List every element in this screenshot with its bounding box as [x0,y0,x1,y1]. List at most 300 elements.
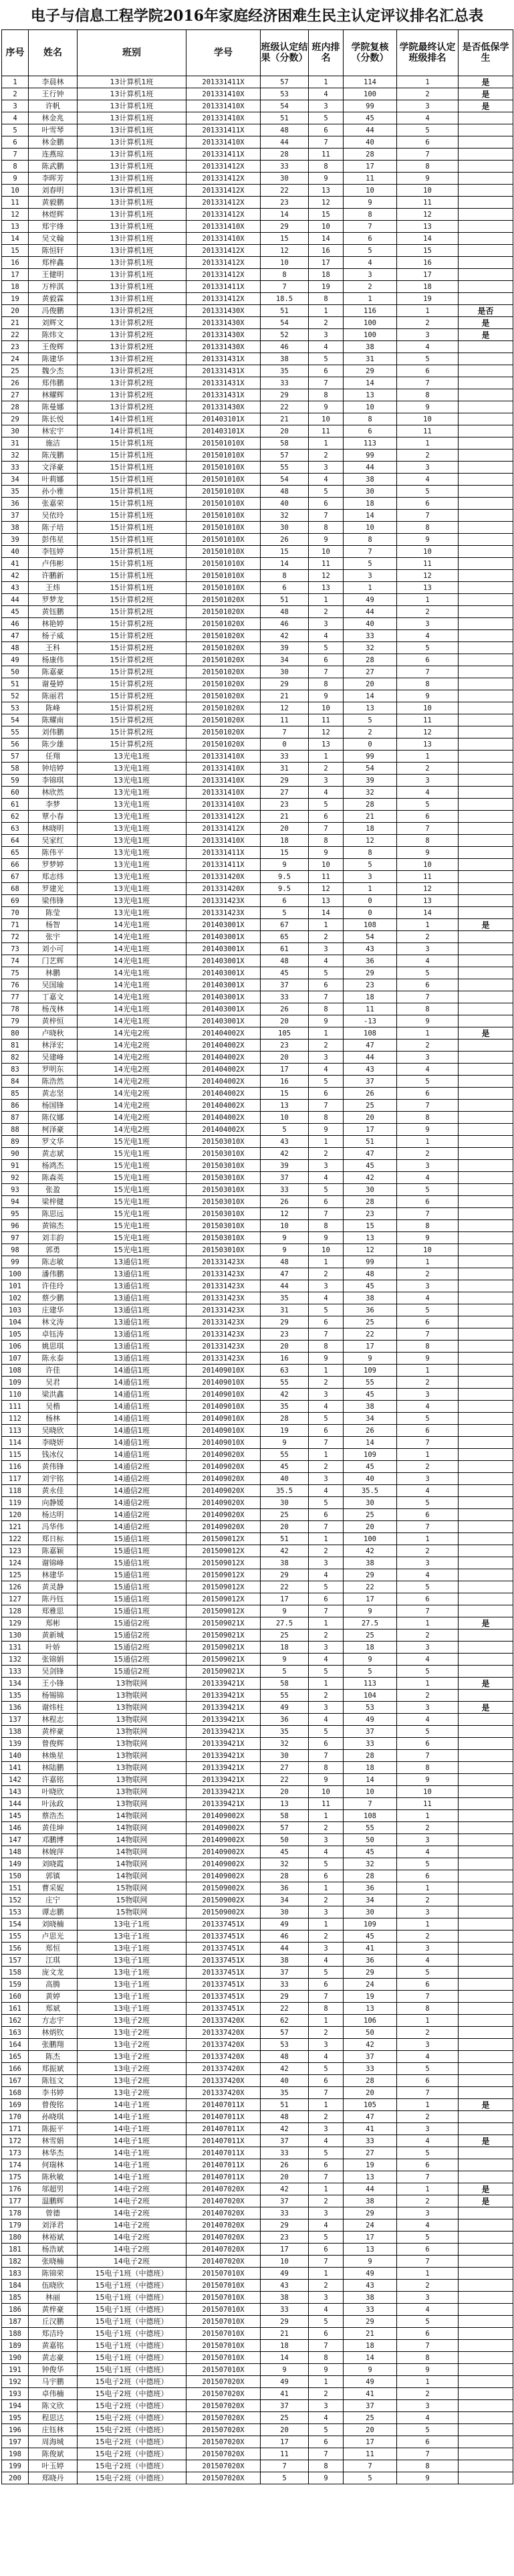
student-id-cell: 201501020X [186,654,261,666]
student-id-cell: 201331423X [186,895,261,907]
review-score-cell: 9 [344,2364,397,2376]
student-name-cell: 陈锦荣 [29,2268,78,2280]
class-rank-cell: 5 [309,1076,344,1088]
final-rank-cell: 3 [397,2207,459,2219]
review-score-cell: 41 [344,2123,397,2135]
class-score-cell: 10 [261,2256,309,2268]
table-row [2,955,513,967]
class-name-cell: 13通信1班 [78,1268,186,1280]
table-row [2,1666,513,1678]
row-index-cell: 35 [2,486,29,498]
review-score-cell: 34 [344,1894,397,1906]
student-name-cell: 杨智 [29,919,78,931]
final-rank-cell: 6 [397,2244,459,2256]
class-score-cell: 41 [261,2388,309,2400]
class-rank-cell: 8 [309,1003,344,1015]
student-id-cell: 201509012X [186,1557,261,1569]
student-id-cell: 201503010X [186,1196,261,1208]
final-rank-cell: 7 [397,510,459,522]
class-score-cell: 42 [261,2183,309,2195]
student-name-cell: 张嘉荣 [29,498,78,510]
low-income-flag-cell [459,413,513,425]
row-index-cell: 119 [2,1497,29,1509]
table-row [2,1413,513,1425]
student-id-cell: 201501010X [186,510,261,522]
class-score-cell: 30 [261,1750,309,1762]
student-name-cell: 谢曼婷 [29,678,78,690]
table-row [2,606,513,618]
class-rank-cell: 6 [309,1870,344,1882]
student-id-cell: 201331412X [186,209,261,221]
class-name-cell: 13物联网 [78,1738,186,1750]
table-row [2,1834,513,1846]
class-rank-cell: 4 [309,1064,344,1076]
class-rank-cell: 3 [309,1473,344,1485]
student-name-cell: 刘小可 [29,943,78,955]
class-score-cell: 55 [261,462,309,474]
class-score-cell: 18 [261,1642,309,1654]
row-index-cell: 106 [2,1341,29,1353]
student-id-cell: 201501020X [186,642,261,654]
class-name-cell: 13计算机1班 [78,269,186,281]
final-rank-cell: 14 [397,233,459,245]
low-income-flag-cell [459,1304,513,1316]
table-row [2,329,513,341]
low-income-flag-cell [459,2232,513,2244]
class-name-cell: 13物联网 [78,1714,186,1726]
table-row [2,1341,513,1353]
row-index-cell: 188 [2,2328,29,2340]
student-id-cell: 201507010X [186,2268,261,2280]
class-name-cell: 15计算机2班 [78,642,186,654]
table-row [2,1328,513,1341]
review-score-cell: 13 [344,389,397,401]
student-name-cell: 许帆 [29,100,78,112]
low-income-flag-cell [459,1088,513,1100]
row-index-cell: 27 [2,389,29,401]
final-rank-cell: 4 [397,2219,459,2232]
table-row [2,1545,513,1557]
low-income-flag-cell [459,522,513,534]
table-row [2,269,513,281]
class-rank-cell: 7 [309,1208,344,1220]
class-name-cell: 15光电1班 [78,1196,186,1208]
class-score-cell: 6 [261,582,309,594]
student-name-cell: 王炜 [29,582,78,594]
student-id-cell: 201409010X [186,1413,261,1425]
class-name-cell: 14通信2班 [78,1461,186,1473]
row-index-cell: 71 [2,919,29,931]
student-name-cell: 陈丽君 [29,690,78,702]
row-index-cell: 142 [2,1774,29,1786]
low-income-flag-cell [459,1642,513,1654]
class-name-cell: 13计算机2班 [78,365,186,377]
low-income-flag-cell [459,2280,513,2292]
table-row [2,847,513,859]
final-rank-cell: 6 [397,979,459,991]
low-income-flag-cell [459,714,513,726]
final-rank-cell: 5 [397,2424,459,2436]
table-row [2,341,513,353]
final-rank-cell: 4 [397,1955,459,1967]
review-score-cell: 45 [344,1280,397,1292]
row-index-cell: 16 [2,257,29,269]
low-income-flag-cell [459,738,513,751]
table-row [2,2183,513,2195]
student-name-cell: 罗梦婷 [29,859,78,871]
student-id-cell: 201407011X [186,2147,261,2159]
row-index-cell: 60 [2,787,29,799]
class-rank-cell: 4 [309,1569,344,1581]
review-score-cell: 21 [344,811,397,823]
class-score-cell: 46 [261,1930,309,1943]
class-name-cell: 14电子1班 [78,2099,186,2111]
student-name-cell: 邬超男 [29,2183,78,2195]
low-income-flag-cell [459,979,513,991]
table-row [2,1003,513,1015]
class-name-cell: 14电子2班 [78,2207,186,2219]
class-name-cell: 15光电1班 [78,1136,186,1148]
review-score-cell: 17 [344,1124,397,1136]
class-name-cell: 13电子2班 [78,2087,186,2099]
low-income-flag-cell [459,2340,513,2352]
low-income-flag-cell [459,1605,513,1617]
final-rank-cell: 5 [397,2147,459,2159]
class-score-cell: 29 [261,2316,309,2328]
class-score-cell: 23 [261,1328,309,1341]
class-rank-cell: 6 [309,1425,344,1437]
class-rank-cell: 5 [309,2147,344,2159]
final-rank-cell: 12 [397,209,459,221]
student-name-cell: 吴楷 [29,1401,78,1413]
class-score-cell: 51 [261,2099,309,2111]
row-index-cell: 19 [2,293,29,305]
student-name-cell: 吴建峰 [29,1052,78,1064]
final-rank-cell: 3 [397,1389,459,1401]
class-score-cell: 14 [261,2352,309,2364]
class-score-cell: 6 [261,895,309,907]
class-rank-cell: 1 [309,1810,344,1822]
class-score-cell: 30 [261,173,309,185]
class-score-cell: 32 [261,1858,309,1870]
final-rank-cell: 1 [397,1533,459,1545]
class-name-cell: 15计算机2班 [78,606,186,618]
final-rank-cell: 13 [397,221,459,233]
student-name-cell: 郭镇 [29,1870,78,1882]
class-score-cell: 26 [261,1196,309,1208]
student-id-cell: 201501020X [186,678,261,690]
row-index-cell: 148 [2,1846,29,1858]
student-name-cell: 黄婷 [29,1991,78,2003]
review-score-cell: 29 [344,2316,397,2328]
final-rank-cell: 3 [397,2039,459,2051]
class-rank-cell: 3 [309,1160,344,1172]
class-score-cell: 39 [261,1160,309,1172]
final-rank-cell: 13 [397,895,459,907]
student-id-cell: 201507020X [186,2412,261,2424]
class-rank-cell: 4 [309,341,344,353]
class-name-cell: 13物联网 [78,1798,186,1810]
student-id-cell: 201403001X [186,1015,261,1027]
class-rank-cell: 9 [309,2472,344,2484]
low-income-flag-cell [459,1882,513,1894]
class-score-cell: 55 [261,1449,309,1461]
table-row [2,1533,513,1545]
review-score-cell: 55 [344,1822,397,1834]
low-income-flag-cell [459,835,513,847]
low-income-flag-cell [459,1967,513,1979]
final-rank-cell: 5 [397,124,459,136]
review-score-cell: 25 [344,1100,397,1112]
class-rank-cell: 10 [309,1244,344,1256]
review-score-cell: 54 [344,763,397,775]
student-name-cell: 郑彬 [29,1617,78,1629]
class-score-cell: 23 [261,799,309,811]
review-score-cell: 18 [344,498,397,510]
class-name-cell: 15计算机2班 [78,738,186,751]
class-score-cell: 20 [261,1052,309,1064]
student-id-cell: 201339421X [186,1726,261,1738]
row-index-cell: 153 [2,1906,29,1918]
row-index-cell: 110 [2,1389,29,1401]
class-rank-cell: 5 [309,2424,344,2436]
class-score-cell: 42 [261,1389,309,1401]
class-name-cell: 15计算机1班 [78,486,186,498]
class-score-cell: 44 [261,1280,309,1292]
class-name-cell: 13电子1班 [78,1955,186,1967]
table-row [2,1798,513,1810]
student-id-cell: 201339421X [186,1798,261,1810]
review-score-cell: 28 [344,654,397,666]
final-rank-cell: 6 [397,2075,459,2087]
class-rank-cell: 5 [309,1726,344,1738]
page-title: 电子与信息工程学院2016年家庭经济困难生民主认定评议排名汇总表 [30,7,484,25]
low-income-flag-cell [459,702,513,714]
class-name-cell: 15电子2班（中德班） [78,2460,186,2472]
class-score-cell: 33 [261,751,309,763]
class-rank-cell: 4 [309,88,344,100]
class-score-cell: 57 [261,76,309,88]
class-score-cell: 25 [261,1509,309,1521]
review-score-cell: 55 [344,1377,397,1389]
table-row [2,245,513,257]
row-index-cell: 56 [2,738,29,751]
review-score-cell: 30 [344,486,397,498]
class-rank-cell: 7 [309,1437,344,1449]
low-income-flag-cell [459,558,513,570]
review-score-cell: 29 [344,1967,397,1979]
final-rank-cell: 1 [397,751,459,763]
student-id-cell: 201507010X [186,2352,261,2364]
class-name-cell: 15光电1班 [78,1184,186,1196]
class-name-cell: 15计算机1班 [78,558,186,570]
student-name-cell: 林焕星 [29,1750,78,1762]
row-index-cell: 80 [2,1027,29,1039]
class-score-cell: 43 [261,1136,309,1148]
low-income-flag-cell [459,1365,513,1377]
low-income-flag-cell [459,1762,513,1774]
class-name-cell: 13计算机1班 [78,124,186,136]
row-index-cell: 103 [2,1304,29,1316]
review-score-cell: 109 [344,1449,397,1461]
class-name-cell: 14物联网 [78,1846,186,1858]
final-rank-cell: 4 [397,341,459,353]
review-score-cell: 33 [344,2135,397,2147]
final-rank-cell: 4 [397,630,459,642]
class-name-cell: 13计算机2班 [78,305,186,317]
student-id-cell: 201331412X [186,823,261,835]
final-rank-cell: 5 [397,1497,459,1509]
table-row [2,377,513,389]
class-rank-cell: 11 [309,558,344,570]
final-rank-cell: 3 [397,2123,459,2135]
class-score-cell: 51 [261,112,309,124]
student-name-cell: 卢晓秋 [29,1027,78,1039]
class-score-cell: 25 [261,1629,309,1642]
class-name-cell: 15光电1班 [78,1148,186,1160]
table-row [2,1401,513,1413]
row-index-cell: 176 [2,2183,29,2195]
low-income-flag-cell [459,1148,513,1160]
class-rank-cell: 13 [309,185,344,197]
class-name-cell: 14通信1班 [78,1413,186,1425]
class-rank-cell: 5 [309,1858,344,1870]
class-score-cell: 7 [261,2460,309,2472]
class-score-cell: 26 [261,2159,309,2171]
table-row [2,450,513,462]
class-score-cell: 18 [261,2340,309,2352]
class-rank-cell: 1 [309,2015,344,2027]
table-row [2,1509,513,1521]
table-row [2,1353,513,1365]
class-rank-cell: 2 [309,1545,344,1557]
review-score-cell: 21 [344,2328,397,2340]
class-rank-cell: 8 [309,835,344,847]
table-row [2,197,513,209]
class-name-cell: 14物联网 [78,1822,186,1834]
class-rank-cell: 7 [309,2448,344,2460]
table-row [2,148,513,161]
low-income-flag-cell: 是 [459,1702,513,1714]
student-id-cell: 201509012X [186,1605,261,1617]
final-rank-cell: 12 [397,726,459,738]
student-id-cell: 201501020X [186,726,261,738]
class-score-cell: 42 [261,2123,309,2135]
student-id-cell: 201503010X [186,1160,261,1172]
class-score-cell: 48 [261,124,309,136]
class-score-cell: 33 [261,2207,309,2219]
table-row [2,1774,513,1786]
student-name-cell: 柯泽豪 [29,1124,78,1136]
review-score-cell: 50 [344,1834,397,1846]
student-id-cell: 201507020X [186,2376,261,2388]
final-rank-cell: 1 [397,437,459,450]
student-id-cell: 201331412X [186,185,261,197]
class-score-cell: 32 [261,1738,309,1750]
class-name-cell: 14光电1班 [78,967,186,979]
low-income-flag-cell [459,1545,513,1557]
row-index-cell: 20 [2,305,29,317]
table-row [2,1702,513,1714]
student-id-cell: 201403001X [186,979,261,991]
table-row [2,654,513,666]
class-name-cell: 13计算机1班 [78,148,186,161]
class-rank-cell: 6 [309,2436,344,2448]
low-income-flag-cell [459,1196,513,1208]
final-rank-cell: 2 [397,317,459,329]
final-rank-cell: 6 [397,2436,459,2448]
class-score-cell: 38 [261,353,309,365]
class-score-cell: 40 [261,2075,309,2087]
table-row [2,209,513,221]
student-name-cell: 陈炜文 [29,329,78,341]
class-score-cell: 26 [261,1003,309,1015]
row-index-cell: 87 [2,1112,29,1124]
class-score-cell: 25 [261,2412,309,2424]
low-income-flag-cell [459,618,513,630]
table-row [2,100,513,112]
class-score-cell: 37 [261,2135,309,2147]
table-row [2,1738,513,1750]
row-index-cell: 9 [2,173,29,185]
student-name-cell: 郑振斌 [29,2063,78,2075]
review-score-cell: 29 [344,365,397,377]
row-index-cell: 28 [2,401,29,413]
row-index-cell: 13 [2,221,29,233]
class-rank-cell: 9 [309,1232,344,1244]
final-rank-cell: 19 [397,293,459,305]
student-name-cell: 卢伟彬 [29,558,78,570]
class-score-cell: 22 [261,2003,309,2015]
table-row [2,2075,513,2087]
class-name-cell: 15光电1班 [78,1232,186,1244]
class-score-cell: 57 [261,1822,309,1834]
header-row [2,30,513,76]
row-index-cell: 181 [2,2244,29,2256]
class-rank-cell: 3 [309,2039,344,2051]
table-row [2,1979,513,1991]
final-rank-cell: 7 [397,1605,459,1617]
final-rank-cell: 8 [397,2460,459,2472]
class-score-cell: 35 [261,1292,309,1304]
low-income-flag-cell [459,871,513,883]
class-score-cell: 17 [261,2244,309,2256]
student-id-cell: 201409010X [186,1377,261,1389]
class-score-cell: 17 [261,1064,309,1076]
review-score-cell: 8 [344,413,397,425]
class-rank-cell: 3 [309,2207,344,2219]
class-score-cell: 27.5 [261,1617,309,1629]
row-index-cell: 42 [2,570,29,582]
class-score-cell: 22 [261,1581,309,1593]
low-income-flag-cell [459,1786,513,1798]
review-score-cell: 47 [344,1039,397,1052]
student-id-cell: 201507020X [186,2436,261,2448]
final-rank-cell: 5 [397,1581,459,1593]
student-name-cell: 杨子威 [29,630,78,642]
review-score-cell: 6 [344,425,397,437]
student-id-cell: 201409010X [186,1365,261,1377]
student-name-cell: 吴君 [29,1377,78,1389]
review-score-cell: 14 [344,690,397,702]
student-id-cell: 201509012X [186,1545,261,1557]
student-name-cell: 孙晓琪 [29,2111,78,2123]
low-income-flag-cell [459,1208,513,1220]
row-index-cell: 78 [2,1003,29,1015]
review-score-cell: 41 [344,1943,397,1955]
low-income-flag-cell [459,726,513,738]
low-income-flag-cell [459,2171,513,2183]
